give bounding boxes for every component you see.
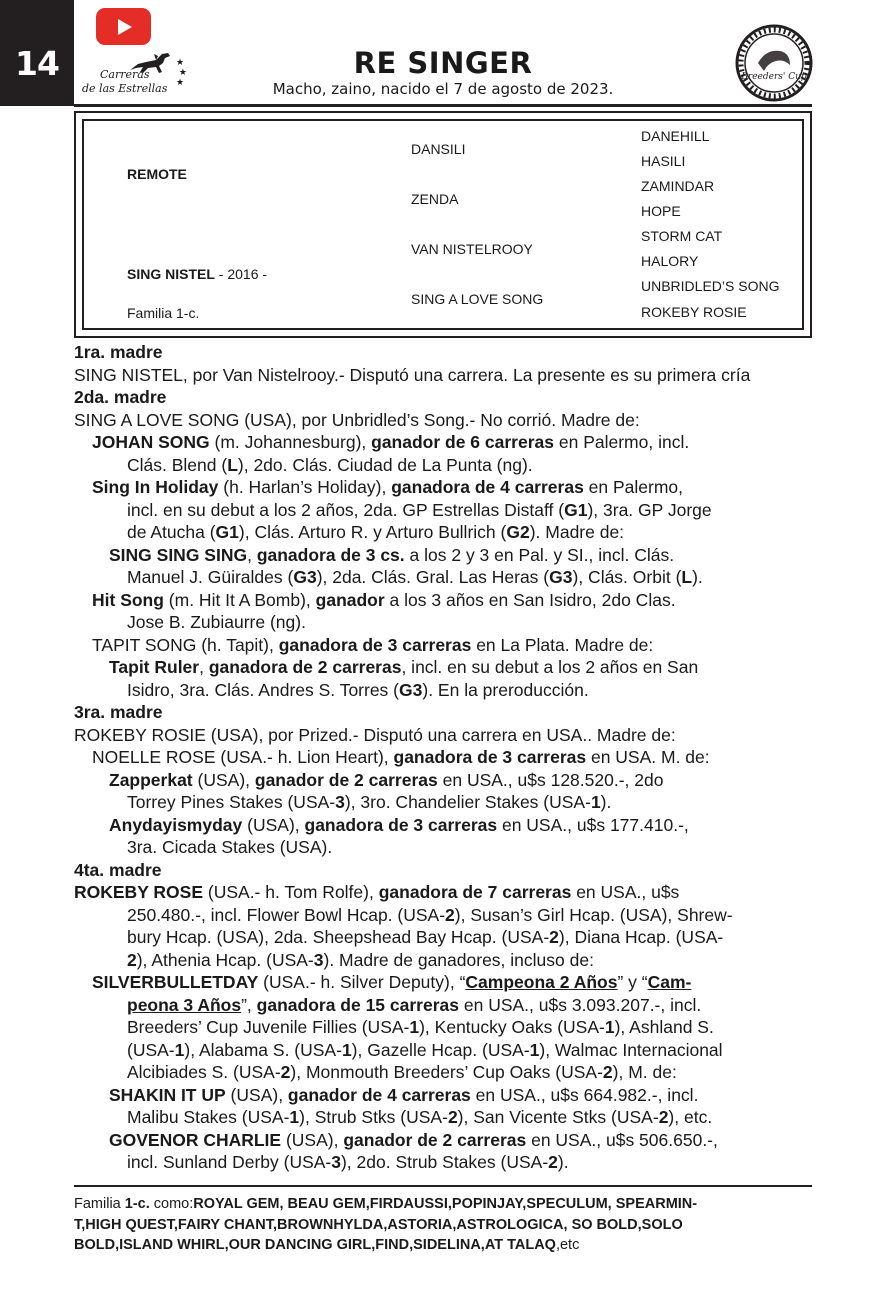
text-line: Alcibiades S. (USA-2), Monmouth Breeders’ Cup Oaks (USA-2), M. de: [127,1062,677,1082]
text-line: ROKEBY ROSE (USA.- h. Tom Rolfe), ganadora de 7 carreras en USA., u$s [74,882,680,902]
produce-record [74,341,814,1174]
logo-text-line1: Carreras [100,68,150,81]
text-line: bury Hcap. (USA), 2da. Sheepshead Bay Hcap. (USA-2), Diana Hcap. (USA- [127,927,724,947]
pedigree-grandparent: DANSILI [411,141,466,157]
text-line: TAPIT SONG (h. Tapit), ganadora de 3 carreras en La Plata. Madre de: [92,634,654,655]
horse-name-title: RE SINGER [353,46,533,80]
pedigree-grandparent: SING A LOVE SONG [411,291,544,307]
text-line: GOVENOR CHARLIE (USA), ganador de 2 carreras en USA., u$s 506.650.-, [109,1129,718,1150]
pedigree-great-grandparent: UNBRIDLED’S SONG [641,278,780,294]
text-line: 250.480.-, incl. Flower Bowl Hcap. (USA-2), Susan’s Girl Hcap. (USA), Shrew- [127,904,733,925]
family-footer [74,1194,814,1256]
footer-line: BOLD,ISLAND WHIRL,OUR DANCING GIRL,FIND,SIDELINA,AT TALAQ,etc [74,1237,580,1253]
text-line: de Atucha (G1), Clás. Arturo R. y Arturo Bullrich (G2). Madre de: [127,522,625,542]
text-line: 2), Athenia Hcap. (USA-3). Madre de ganadores, incluso de: [127,949,594,970]
text-line: Breeders’ Cup Juvenile Fillies (USA-1), Kentucky Oaks (USA-1), Ashland S. [127,1017,714,1037]
pedigree-great-grandparent: HOPE [641,203,681,219]
text-line: Tapit Ruler, ganadora de 2 carreras, incl. en su debut a los 2 años en San [109,657,699,677]
footer-line: T,HIGH QUEST,FAIRY CHANT,BROWNHYLDA,ASTORIA,ASTROLOGICA, SO BOLD,SOLO [74,1216,683,1233]
text-line: Clás. Blend (L), 2do. Clás. Ciudad de La Punta (ng). [127,454,533,475]
text-line: Zapperkat (USA), ganador de 2 carreras en USA., u$s 128.520.-, 2do [109,769,664,790]
text-line: incl. Sunland Derby (USA-3), 2do. Strub Stakes (USA-2). [127,1152,569,1172]
text-line: Hit Song (m. Hit It A Bomb), ganador a los 3 años en San Isidro, 2do Clas. [92,589,676,610]
text-line: Isidro, 3ra. Clás. Andres S. Torres (G3). En la preroducción. [127,679,589,700]
text-line: JOHAN SONG (m. Johannesburg), ganador de 6 carreras en Palermo, incl. [92,432,690,452]
pedigree-sire: REMOTE [127,166,187,182]
text-line: Anydayismyday (USA), ganadora de 3 carreras en USA., u$s 177.410.-, [109,814,689,835]
text-line: SILVERBULLETDAY (USA.- h. Silver Deputy), “Campeona 2 Años” y “Cam- [92,972,692,992]
pedigree-great-grandparent: STORM CAT [641,228,723,244]
text-line: incl. en su debut a los 2 años, 2da. GP Estrellas Distaff (G1), 3ra. GP Jorge [127,499,712,520]
pedigree-great-grandparent: HALORY [641,253,699,269]
pedigree-great-grandparent: DANEHILL [641,128,710,144]
lot-number: 14 [15,44,59,83]
section-heading-3ra-madre: 3ra. madre [74,702,163,722]
text-line: Manuel J. Güiraldes (G3), 2da. Clás. Gral. Las Heras (G3), Clás. Orbit (L). [127,567,703,587]
text-line: peona 3 Años”, ganadora de 15 carreras en USA., u$s 3.093.207.-, incl. [127,994,702,1015]
pedigree-grandparent: ZENDA [411,191,459,207]
text-line: Malibu Stakes (USA-1), Strub Stks (USA-2), San Vicente Stks (USA-2), etc. [127,1107,713,1127]
text-line: SING SING SING, ganadora de 3 cs. a los 2 y 3 en Pal. y SI., incl. Clás. [109,544,675,565]
horse-description: Macho, zaino, nacido el 7 de agosto de 2023. [272,80,614,98]
text-line: SING A LOVE SONG (USA), por Unbridled’s Song.- No corrió. Madre de: [74,409,640,430]
pedigree-family: Familia 1-c. [127,305,200,321]
text-line: Jose B. Zubiaurre (ng). [127,612,306,632]
footer-divider [74,1185,812,1187]
section-heading-4ta-madre: 4ta. madre [74,859,162,880]
text-line: SING NISTEL, por Van Nistelrooy.- Disputó una carrera. La presente es su primera cría [74,364,751,385]
pedigree-great-grandparent: ZAMINDAR [641,178,715,194]
pedigree-great-grandparent: ROKEBY ROSIE [641,304,747,320]
text-line: SHAKIN IT UP (USA), ganador de 4 carreras en USA., u$s 664.982.-, incl. [109,1084,699,1105]
section-heading-1ra-madre: 1ra. madre [74,342,163,362]
pedigree-dam: SING NISTEL - 2016 - [127,266,268,282]
pedigree-table [74,111,812,338]
text-line: Sing In Holiday (h. Harlan’s Holiday), ganadora de 4 carreras en Palermo, [92,477,684,497]
text-line: ROKEBY ROSIE (USA), por Prized.- Disputó una carrera en USA.. Madre de: [74,724,676,745]
youtube-play-icon[interactable] [96,8,151,45]
stars-decoration: ★ ★ ★ [176,58,187,88]
breeders-cup-nominated-seal [734,23,814,103]
text-line: (USA-1), Alabama S. (USA-1), Gazelle Hcap. (USA-1), Walmac Internacional [127,1039,723,1060]
footer-line: Familia 1-c. como:ROYAL GEM, BEAU GEM,FIRDAUSSI,POPINJAY,SPECULUM, SPEARMIN- [74,1196,698,1212]
text-line: NOELLE ROSE (USA.- h. Lion Heart), ganadora de 3 carreras en USA. M. de: [92,747,710,767]
section-heading-2da-madre: 2da. madre [74,387,167,407]
header-divider [74,104,812,107]
logo-text-line2: de las Estrellas [82,82,168,95]
pedigree-grandparent: VAN NISTELROOY [411,241,533,257]
text-line: Torrey Pines Stakes (USA-3), 3ro. Chandelier Stakes (USA-1). [127,792,612,812]
pedigree-great-grandparent: HASILI [641,153,686,169]
text-line: 3ra. Cicada Stakes (USA). [127,837,333,857]
seal-text: Breeders' Cup [741,72,807,82]
